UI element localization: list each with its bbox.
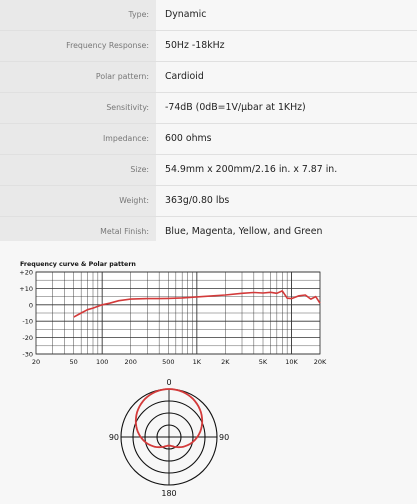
frequency-chart xyxy=(19,269,327,367)
spec-row xyxy=(0,31,417,62)
spec-label: Polar pattern: xyxy=(0,62,156,92)
spec-label: Weight: xyxy=(0,186,156,216)
polar-angle-label: 90 xyxy=(219,433,230,442)
spec-row xyxy=(0,124,417,155)
spec-row xyxy=(0,62,417,93)
x-tick-label: 2K xyxy=(221,358,230,366)
y-tick-label: -30 xyxy=(22,350,33,359)
spec-value: 50Hz -18kHz xyxy=(156,31,417,61)
graph-title: Frequency curve & Polar pattern xyxy=(20,261,136,268)
spec-value: Blue, Magenta, Yellow, and Green xyxy=(156,217,417,247)
graph-svg xyxy=(0,241,417,500)
spec-value: Cardioid xyxy=(156,62,417,92)
spec-row xyxy=(0,0,417,31)
x-tick-label: 50 xyxy=(69,358,78,366)
polar-angle-label: 90 xyxy=(108,433,119,442)
spec-value: -74dB (0dB=1V/µbar at 1KHz) xyxy=(156,93,417,123)
spec-row xyxy=(0,93,417,124)
x-tick-label: 5K xyxy=(258,358,268,366)
polar-chart xyxy=(109,378,229,498)
spec-value: 600 ohms xyxy=(156,124,417,154)
x-tick-label: 10K xyxy=(285,358,298,366)
y-tick-label: -10 xyxy=(22,317,33,326)
spec-label: Impedance: xyxy=(0,124,156,154)
spec-table xyxy=(0,0,417,248)
spec-row xyxy=(0,155,417,186)
spec-label: Type: xyxy=(0,0,156,30)
spec-value: 54.9mm x 200mm/2.16 in. x 7.87 in. xyxy=(156,155,417,185)
graph-area xyxy=(0,241,417,500)
spec-label: Size: xyxy=(0,155,156,185)
x-tick-label: 500 xyxy=(162,358,175,366)
y-tick-label: +20 xyxy=(19,268,33,277)
spec-label: Metal Finish: xyxy=(0,217,156,247)
spec-value: Dynamic xyxy=(156,0,417,30)
spec-label: Frequency Response: xyxy=(0,31,156,61)
polar-angle-label: 180 xyxy=(161,489,177,498)
x-tick-label: 20 xyxy=(31,358,41,366)
spec-row xyxy=(0,186,417,217)
y-tick-label: 0 xyxy=(28,301,33,310)
x-tick-label: 100 xyxy=(95,358,109,366)
x-tick-label: 20K xyxy=(313,358,327,366)
polar-angle-label: 0 xyxy=(166,378,172,387)
x-tick-label: 1K xyxy=(192,358,202,366)
x-tick-label: 200 xyxy=(124,358,137,366)
y-tick-label: +10 xyxy=(19,284,33,293)
spec-label: Sensitivity: xyxy=(0,93,156,123)
y-tick-label: -20 xyxy=(22,334,33,343)
spec-value: 363g/0.80 lbs xyxy=(156,186,417,216)
